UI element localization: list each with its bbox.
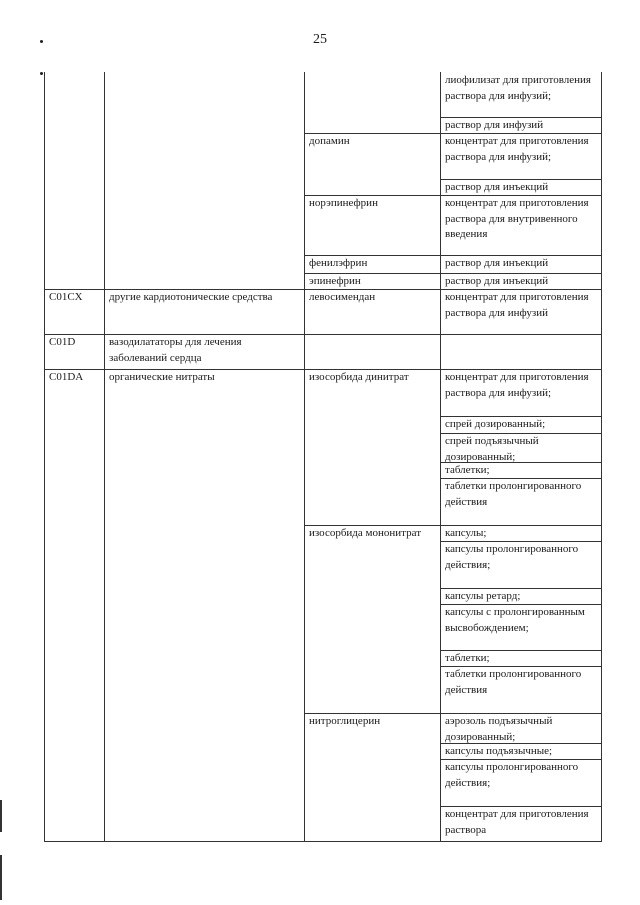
- margin-dot: [40, 72, 43, 75]
- margin-dot: [40, 40, 43, 43]
- substance-name: эпинефрин: [309, 275, 361, 287]
- table-column-border: [304, 72, 305, 841]
- substance-name: фенилэфрин: [309, 257, 368, 269]
- dosage-form: раствор для инъекций: [445, 257, 549, 269]
- dosage-form: концентрат для приготовления раствора для инфузий;: [445, 135, 589, 163]
- atc-code: C01D: [49, 336, 76, 348]
- dosage-form: концентрат для приготовления раствора для внутривенного введения: [445, 197, 589, 240]
- substance-name: допамин: [309, 135, 350, 147]
- dosage-form: раствор для инъекций: [445, 275, 549, 287]
- atc-code: C01DA: [49, 371, 84, 383]
- substance-name: нитроглицерин: [309, 715, 381, 727]
- table-row-border: [44, 841, 602, 842]
- dosage-form: концентрат для приготовления раствора для инфузий: [445, 291, 589, 319]
- dosage-form: раствор для инфузий: [445, 119, 544, 131]
- dosage-form: лиофилизат для приготовления раствора для инфузий;: [445, 74, 591, 102]
- dosage-form: капсулы;: [445, 527, 487, 539]
- dosage-form: спрей подъязычный дозированный;: [445, 435, 539, 463]
- table-column-border: [601, 72, 602, 841]
- dosage-form: капсулы с пролонгированным высвобождением;: [445, 606, 585, 634]
- dosage-form: спрей дозированный;: [445, 418, 546, 430]
- dosage-form: таблетки;: [445, 464, 490, 476]
- dosage-form: аэрозоль подъязычный дозированный;: [445, 715, 553, 743]
- dosage-form: концентрат для приготовления раствора: [445, 808, 589, 836]
- group-name: другие кардиотонические средства: [109, 291, 273, 303]
- group-name: вазодилататоры для лечения заболеваний сердца: [109, 336, 242, 364]
- dosage-form: концентрат для приготовления раствора для инфузий;: [445, 371, 589, 399]
- dosage-form: таблетки;: [445, 652, 490, 664]
- table-column-border: [104, 72, 105, 841]
- dosage-form: раствор для инъекций: [445, 181, 549, 193]
- margin-bar: [0, 855, 2, 900]
- group-name: органические нитраты: [109, 371, 215, 383]
- atc-code: C01CX: [49, 291, 83, 303]
- dosage-form: таблетки пролонгированного действия: [445, 668, 582, 696]
- dosage-form: капсулы пролонгированного действия;: [445, 543, 579, 571]
- substance-name: левосимендан: [309, 291, 376, 303]
- dosage-form: таблетки пролонгированного действия: [445, 480, 582, 508]
- dosage-form: капсулы пролонгированного действия;: [445, 761, 579, 789]
- table-column-border: [44, 72, 45, 841]
- table-column-border: [440, 72, 441, 841]
- substance-name: норэпинефрин: [309, 197, 378, 209]
- margin-bar: [0, 800, 2, 832]
- substance-name: изосорбида динитрат: [309, 371, 409, 383]
- dosage-form: капсулы ретард;: [445, 590, 521, 602]
- dosage-form: капсулы подъязычные;: [445, 745, 553, 757]
- page-number: 25: [313, 32, 327, 47]
- substance-name: изосорбида мононитрат: [309, 527, 422, 539]
